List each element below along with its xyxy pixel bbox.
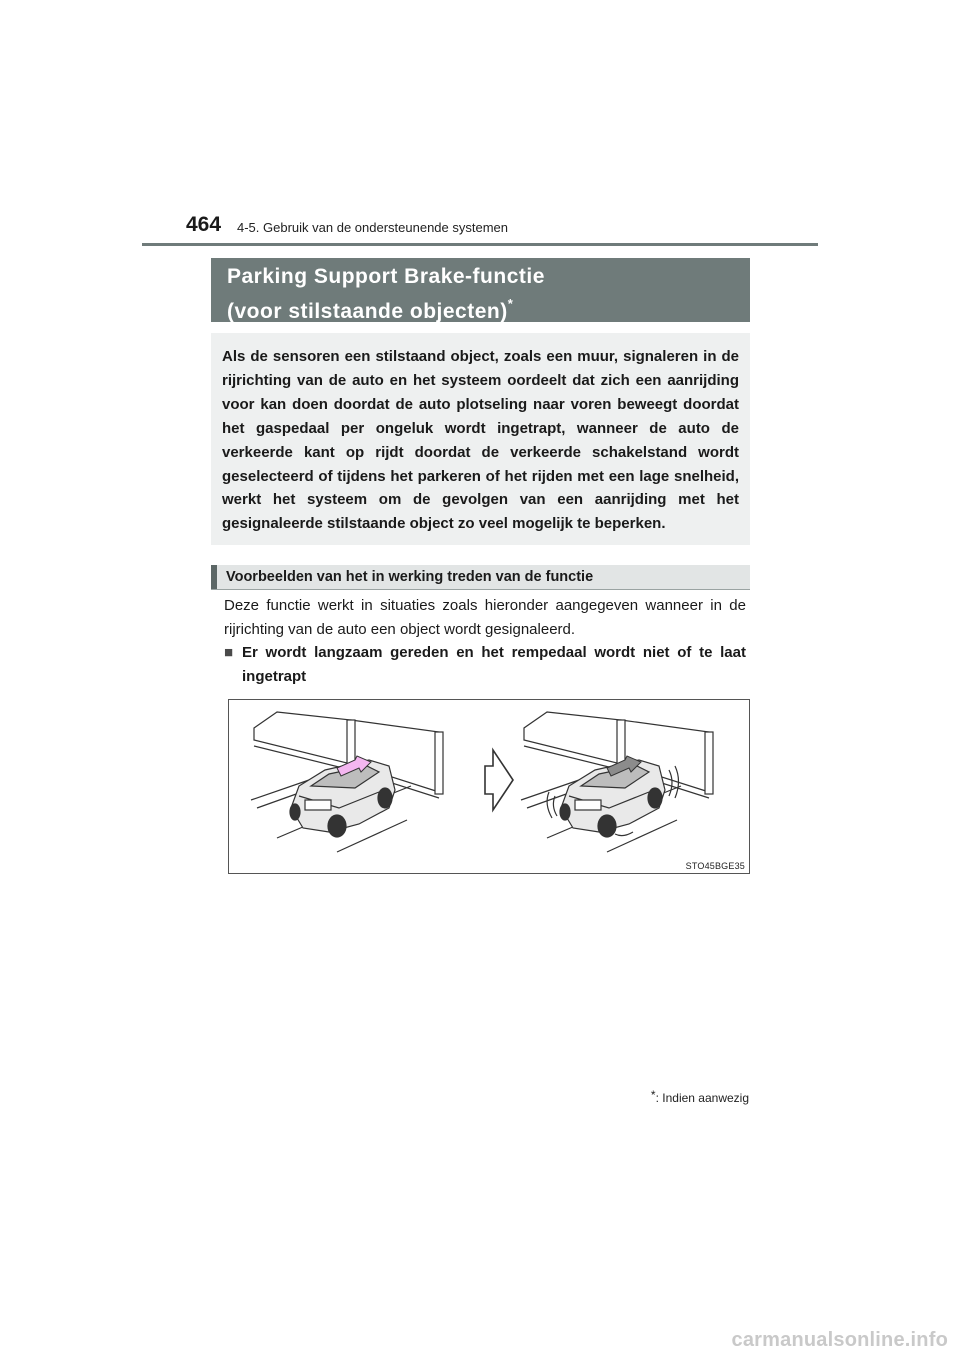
car-rear — [575, 800, 601, 810]
car-wheel — [290, 804, 300, 820]
subsection-title: Voorbeelden van het in werking treden van de functie — [211, 565, 750, 589]
figure-code: STO45BGE35 — [685, 861, 745, 871]
car-rear — [305, 800, 331, 810]
scene-before-braking — [251, 712, 443, 852]
section-title — [211, 258, 750, 322]
section-title-line2 — [227, 290, 736, 325]
page-number: 464 — [186, 213, 222, 236]
availability-mark: * — [507, 296, 514, 311]
brake-motion-mark — [553, 796, 557, 816]
intro-text: Als de sensoren een stilstaand object, zoals een muur, signaleren in de rijrichting van de auto en het systeem oordeelt dat zich een aanrijding voor kan doen doordat de auto plotseling naar voren beweegt doordat het gaspedaal per ongeluk wordt ingetrapt, wanneer de auto de verkeerde kant op rijdt doordat de verkeerde schakelstand wordt geselecteerd of tijdens het parkeren of het rijden met een lage snelheid, werkt het systeem om de gevolgen van een aanrijding met het gesignaleerde stilstaande object zo veel mogelijk te beperken. — [211, 333, 750, 545]
parking-brake-illustration — [229, 700, 749, 873]
chapter-title: 4-5. Gebruik van de ondersteunende systemen — [237, 220, 509, 235]
footnote-mark: * — [650, 1088, 656, 1102]
bullet-text: Er wordt langzaam gereden en het rempedaal wordt niet of te laat ingetrapt — [242, 644, 746, 685]
transition-arrow-icon — [485, 750, 513, 810]
section-title-line1: Parking Support Brake-functie — [227, 265, 545, 288]
car-wheel — [560, 804, 570, 820]
header-divider — [142, 243, 818, 246]
wall-post — [705, 732, 713, 794]
subsection-divider — [211, 589, 750, 590]
square-bullet-icon: ■ — [224, 644, 234, 661]
bullet-item — [224, 641, 746, 688]
section-title-line2-text: (voor stilstaande objecten) — [227, 300, 508, 323]
car-wheel — [378, 788, 392, 808]
footnote — [651, 1088, 749, 1105]
brake-motion-mark — [547, 792, 552, 818]
wall — [524, 712, 621, 764]
brake-motion-mark — [615, 832, 633, 836]
body-paragraph: Deze functie werkt in situaties zoals hieronder aangegeven wanneer in de rijrichting van de auto een object wordt gesignaleerd. — [224, 597, 746, 638]
footnote-text: : Indien aanwezig — [655, 1091, 749, 1105]
car-wheel — [648, 788, 662, 808]
car-wheel — [328, 815, 346, 837]
scene-after-braking — [521, 712, 713, 852]
car-wheel — [598, 815, 616, 837]
wall-post — [435, 732, 443, 794]
watermark: carmanualsonline.info — [731, 1329, 948, 1351]
wall — [254, 712, 351, 764]
illustration-figure — [228, 699, 750, 874]
